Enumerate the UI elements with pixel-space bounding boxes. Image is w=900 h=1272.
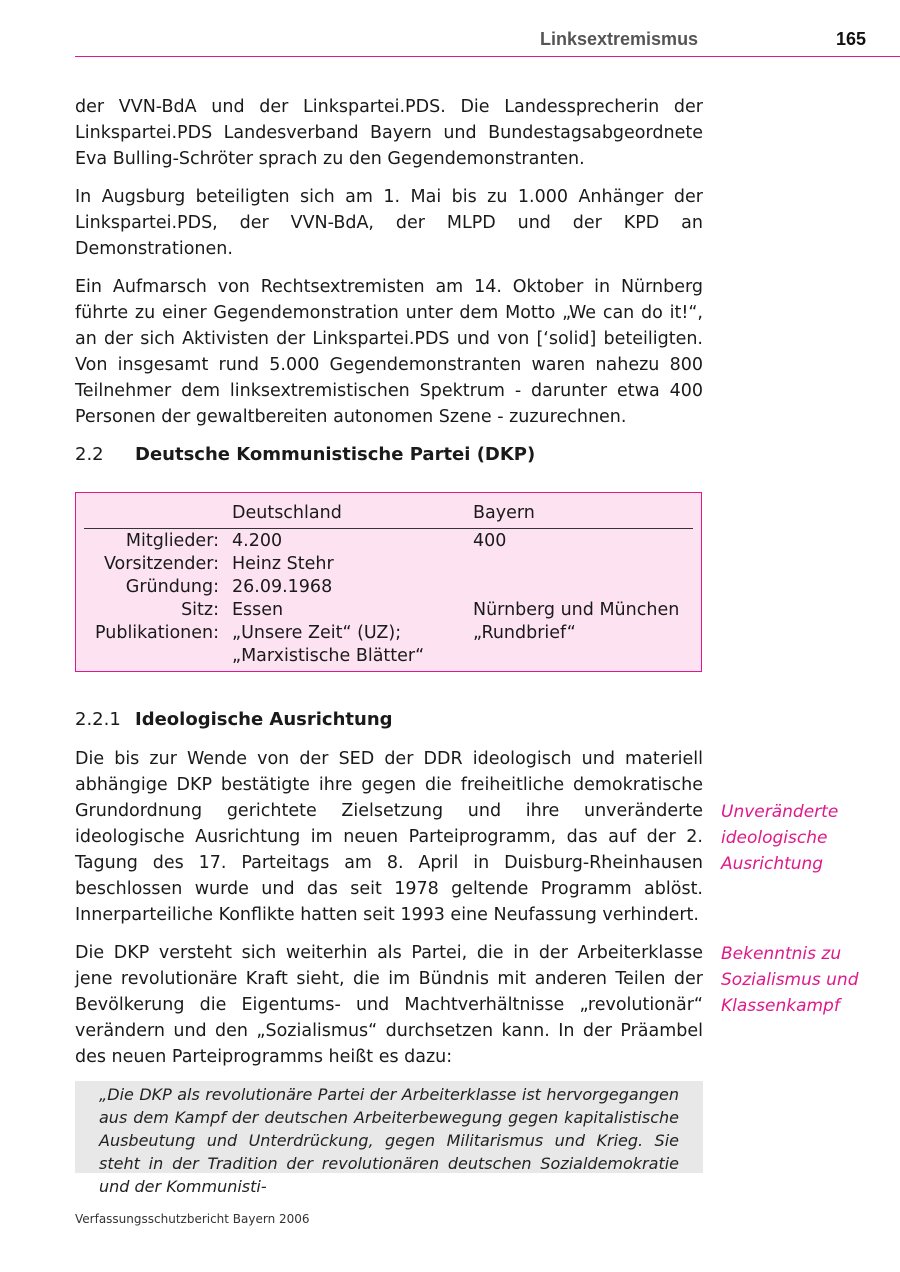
info-row [76,599,701,622]
paragraph: Die DKP versteht sich weiterhin als Partei, die in der Arbeiterklasse jene revolutionäre Kraft sieht, die im Bündnis mit anderen Teilen der Bevölkerung die Eigentums- und Machtverhältnisse „revolutionär“ verändern und den „Sozialismus“ durchsetzen kann. In der Präambel des neuen Parteiprogramms heißt es dazu: [75,943,703,1067]
intro-text [75,94,703,442]
germany-value: „Marxistische Blätter“ [232,646,425,666]
margin-note-socialism: Bekenntnis zu Sozialismus und Klassenkampf [721,944,859,1016]
row-label: Sitz: [181,600,219,620]
info-row [76,576,701,599]
bavaria-value: 400 [473,531,507,551]
party-info-box [75,492,702,672]
column-header-bavaria: Bayern [473,503,535,523]
section-heading-2-2 [75,444,535,465]
row-label: Mitglieder: [125,531,219,551]
info-row [76,645,701,668]
footer-text: Verfassungsschutzbericht Bayern 2006 [75,1212,310,1226]
bavaria-value: „Rundbrief“ [473,623,576,643]
paragraph: In Augsburg beteiligten sich am 1. Mai bis zu 1.000 Anhänger der Linkspartei.PDS, der VVN-BdA, der MLPD und der KPD an Demonstrationen. [75,187,703,259]
margin-note-ideology: Unveränderte ideologische Ausrichtung [721,802,839,874]
info-row [76,622,701,645]
column-header-germany: Deutschland [232,503,342,523]
row-label: Gründung: [125,577,219,597]
info-row [76,553,701,576]
bavaria-value: Nürnberg und München [473,600,680,620]
germany-value: „Unsere Zeit“ (UZ); [232,623,402,643]
section-number: 2.2 [75,444,104,465]
section-title: Deutsche Kommunistische Partei (DKP) [135,444,536,465]
germany-value: 26.09.1968 [232,577,333,597]
germany-value: Heinz Stehr [232,554,334,574]
section-heading-2-2-1 [75,709,393,730]
ideology-text [75,746,703,1082]
germany-value: 4.200 [232,531,283,551]
paragraph: Ein Aufmarsch von Rechtsextremisten am 14. Oktober in Nürnberg führte zu einer Gegendemonstration unter dem Motto „We can do it!“, an der sich Aktivisten der Linkspartei.PDS und von [‘solid] beteiligten. Von insgesamt rund 5.000 Gegendemonstranten waren nahezu 800 Teilnehmer dem linksextremistischen Spektrum - darunter etwa 400 Personen der gewaltbereiten autonomen Szene - zuzurechnen. [75,277,703,427]
germany-value: Essen [232,600,284,620]
row-label: Vorsitzender: [103,554,219,574]
paragraph: Die bis zur Wende von der SED der DDR ideologisch und materiell abhängige DKP bestätigte ihre gegen die freiheitliche demokratische Grundordnung gerichtete Zielsetzung und ihre unveränderte ideologische Ausrichtung im neuen Parteiprogramm, das auf der 2. Tagung des 17. Parteitags am 8. April in Duisburg-Rheinhausen beschlossen wurde und das seit 1978 geltende Programm ablöst. Innerparteiliche Konflikte hatten seit 1993 eine Neufassung verhindert. [75,749,703,925]
table-rule [84,528,693,529]
paragraph: der VVN-BdA und der Linkspartei.PDS. Die Landessprecherin der Linkspartei.PDS Landesverband Bayern und Bundestagsabgeordnete Eva Bulling-Schröter sprach zu den Gegendemonstranten. [75,97,703,169]
page-number: 165 [836,29,867,49]
header-rule [75,56,900,57]
section-title: Ideologische Ausrichtung [135,709,393,730]
section-number: 2.2.1 [75,709,121,730]
running-header-title: Linksextremismus [540,29,699,49]
program-quote: „Die DKP als revolutionäre Partei der Arbeiterklasse ist hervorgegangen aus dem Kampf der deutschen Arbeiterbewegung gegen kapitalistische Ausbeutung und Unterdrückung, gegen Militarismus und Krieg. Sie steht in der Tradition der revolutionären deutschen Sozialdemokratie und der Kommunisti- [75,1081,703,1173]
row-label: Publikationen: [95,623,219,643]
info-row [76,530,701,553]
